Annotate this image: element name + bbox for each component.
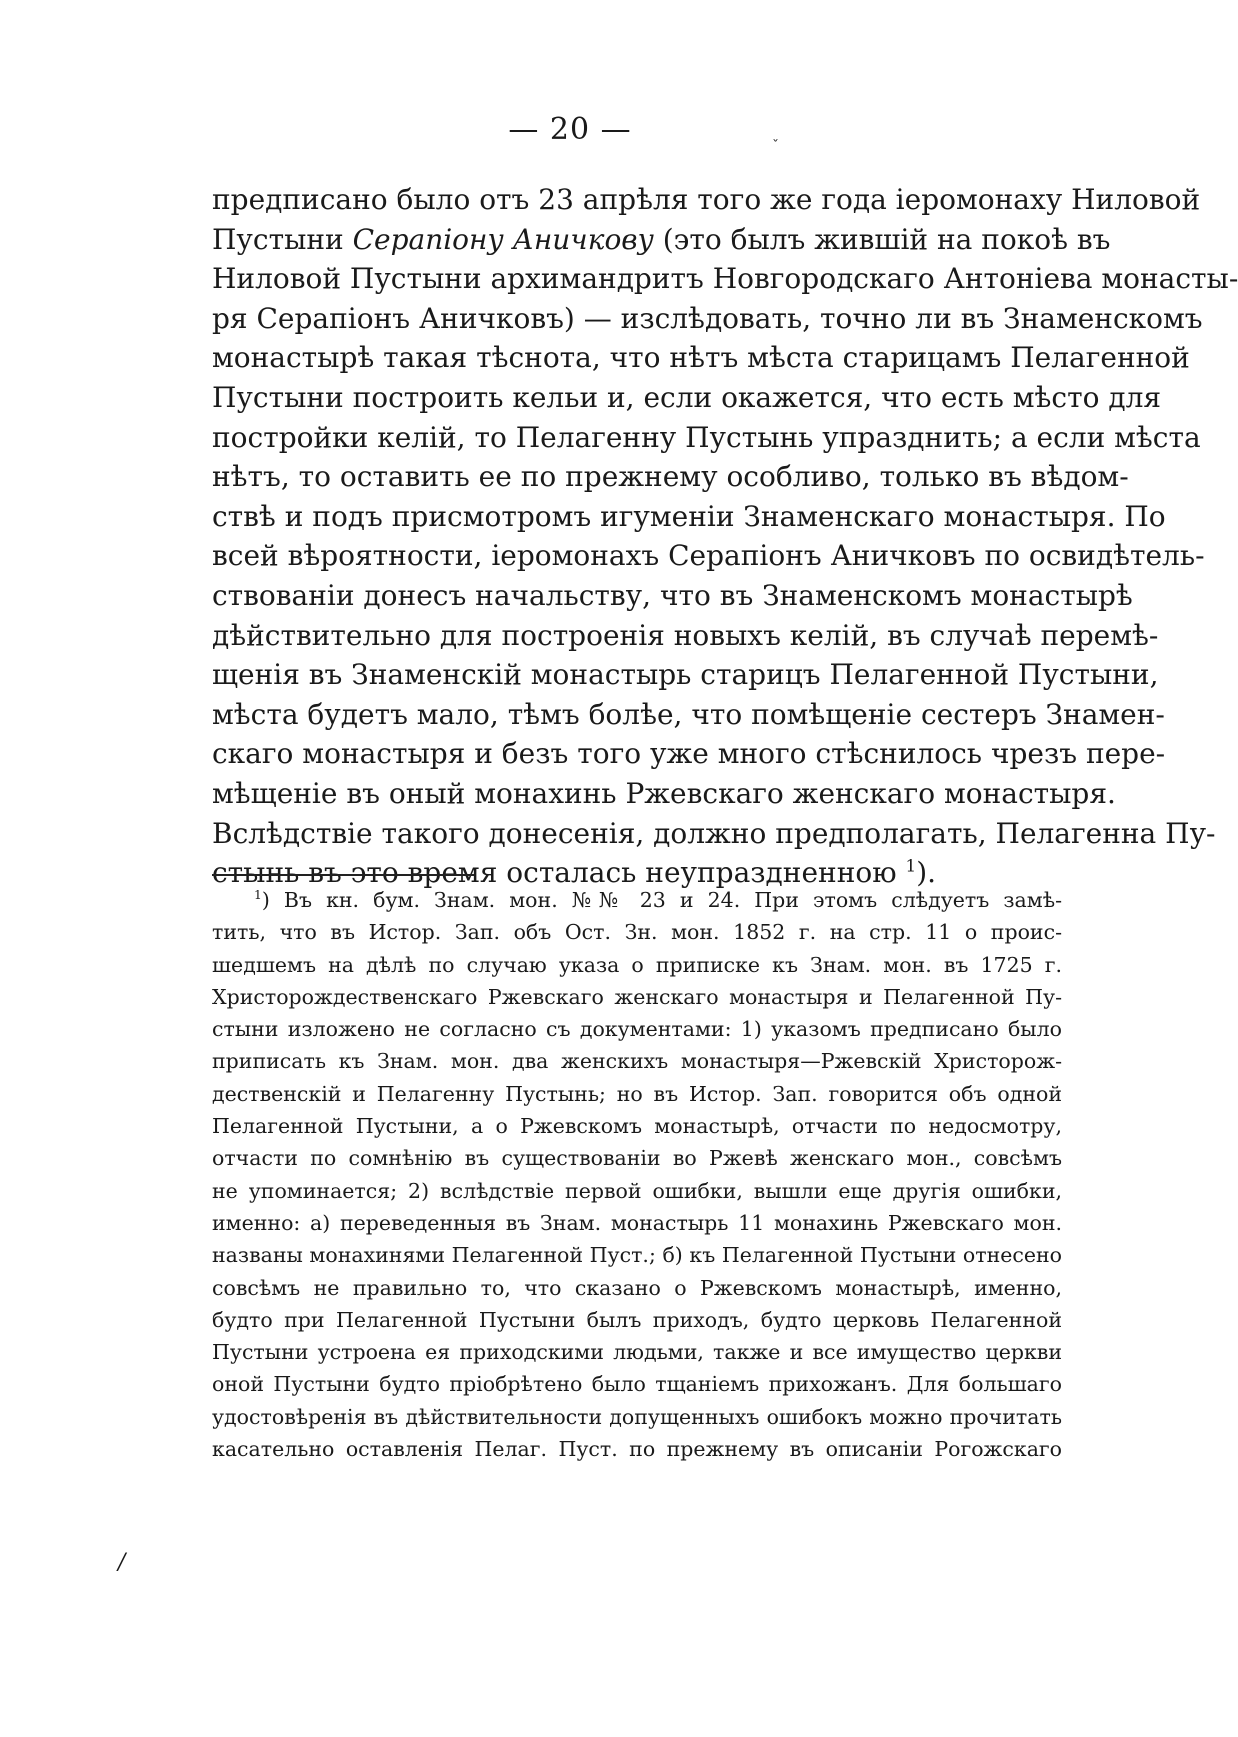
text-line: ря Серапіонъ Аничковъ) — изслѣдовать, точно ли въ Знаменскомъ (212, 301, 1203, 335)
text-line: Ниловой Пустыни архимандритъ Новгородскаго Антоніева монасты- (212, 262, 1238, 296)
stray-mark-bottom: / (118, 1550, 126, 1575)
footnote-line: шедшемъ на дѣлѣ по случаю указа о приписке къ Знам. мон. въ 1725 г. (212, 952, 1062, 977)
footnote-line: названы монахинями Пелагенной Пуст.; б) къ Пелагенной Пустыни отнесено (212, 1243, 1062, 1268)
stray-mark-top: ˇ (772, 138, 779, 154)
italic-name: Серапіону Аничкову (352, 222, 654, 256)
text-line: мѣста будетъ мало, тѣмъ болѣе, что помѣщеніе сестеръ Знамен- (212, 697, 1165, 731)
footnote-line: именно: а) переведенныя въ Знам. монастырь 11 монахинь Ржевскаго мон. (212, 1210, 1062, 1235)
text-line: дѣйствительно для построенія новыхъ келій, въ случаѣ перемѣ- (212, 618, 1159, 652)
footnote-reference: 1 (905, 855, 917, 876)
text-line: щенія въ Знаменскій монастырь старицъ Пелагенной Пустыни, (212, 658, 1159, 692)
text-line: нѣтъ, то оставить ее по прежнему особливо, только въ вѣдом- (212, 460, 1129, 494)
text-fragment: стынь въ это время осталась неупраздненною (212, 856, 897, 890)
footnote-line: касательно оставленія Пелаг. Пуст. по прежнему въ описаніи Рогожскаго (212, 1437, 1062, 1462)
text-fragment: ) Въ кн. бум. Знам. мон. №№ 23 и 24. При этомъ слѣдуетъ замѣ- (261, 888, 1062, 912)
footnote-line: тить, что въ Истор. Зап. объ Ост. Зн. мон. 1852 г. на стр. 11 о проис- (212, 920, 1062, 945)
text-line: Пустыни построить кельи и, если окажется, что есть мѣсто для (212, 380, 1162, 414)
text-fragment: Пустыни (212, 222, 353, 256)
footnote-line: совсѣмъ не правильно то, что сказано о Ржевскомъ монастырѣ, именно, (212, 1275, 1062, 1300)
footnote-line: будто при Пелагенной Пустыни былъ приходъ, будто церковь Пелагенной (212, 1307, 1062, 1332)
text-line: скаго монастыря и безъ того уже много стѣснилось чрезъ пере- (212, 737, 1166, 771)
text-line: всей вѣроятности, іеромонахъ Серапіонъ Аничковъ по освидѣтель- (212, 539, 1205, 573)
footnote-line: стыни изложено не согласно съ документами: 1) указомъ предписано было (212, 1017, 1062, 1042)
footnote-line: отчасти по сомнѣнію въ существованіи во Ржевѣ женскаго мон., совсѣмъ (212, 1146, 1062, 1171)
text-line: мѣщеніе въ оный монахинь Ржевскаго женскаго монастыря. (212, 776, 1116, 810)
text-line: предписано было отъ 23 апрѣля того же года іеромонаху Ниловой (212, 183, 1201, 216)
main-text-block (212, 180, 1238, 893)
footnote-line: оной Пустыни будто пріобрѣтено было тщаніемъ прихожанъ. Для большаго (212, 1372, 1062, 1397)
footnote-line (212, 884, 1062, 916)
footnote-line: дественскій и Пелагенну Пустынь; но въ Истор. Зап. говорится объ одной (212, 1081, 1062, 1106)
footnote-line: удостовѣренія въ дѣйствительности допущенныхъ ошибокъ можно прочитать (212, 1404, 1062, 1429)
footnote-line: Христорождественскаго Ржевскаго женскаго монастыря и Пелагенной Пу- (212, 984, 1062, 1009)
text-line: Вслѣдствіе такого донесенія, должно предполагать, Пелагенна Пу- (212, 816, 1216, 850)
text-line: ствованіи донесъ начальству, что въ Знаменскомъ монастырѣ (212, 578, 1133, 612)
text-line: постройки келій, то Пелагенну Пустынь упразднить; а если мѣста (212, 420, 1201, 454)
footnote-line: Пустыни устроена ея приходскими людьми, также и все имущество церкви (212, 1340, 1062, 1365)
text-line: монастырѣ такая тѣснота, что нѣтъ мѣста старицамъ Пелагенной (212, 341, 1190, 375)
footnote-line: Пелагенной Пустыни, а о Ржевскомъ монастырѣ, отчасти по недосмотру, (212, 1114, 1062, 1139)
footnote-block (212, 884, 1062, 1465)
text-fragment: ). (916, 856, 937, 890)
page-number: — 20 — (508, 112, 632, 147)
footnote-divider (212, 874, 474, 876)
footnote-line: приписать къ Знам. мон. два женскихъ монастыря—Ржевскій Христорож- (212, 1049, 1062, 1074)
footnote-marker: 1 (254, 888, 262, 903)
text-fragment: (это былъ жившій на покоѣ въ (653, 222, 1111, 256)
text-line: ствѣ и подъ присмотромъ игуменіи Знаменскаго монастыря. По (212, 499, 1166, 533)
footnote-line: не упоминается; 2) вслѣдствіе первой ошибки, вышли еще другія ошибки, (212, 1178, 1062, 1203)
text-line (212, 220, 1111, 260)
